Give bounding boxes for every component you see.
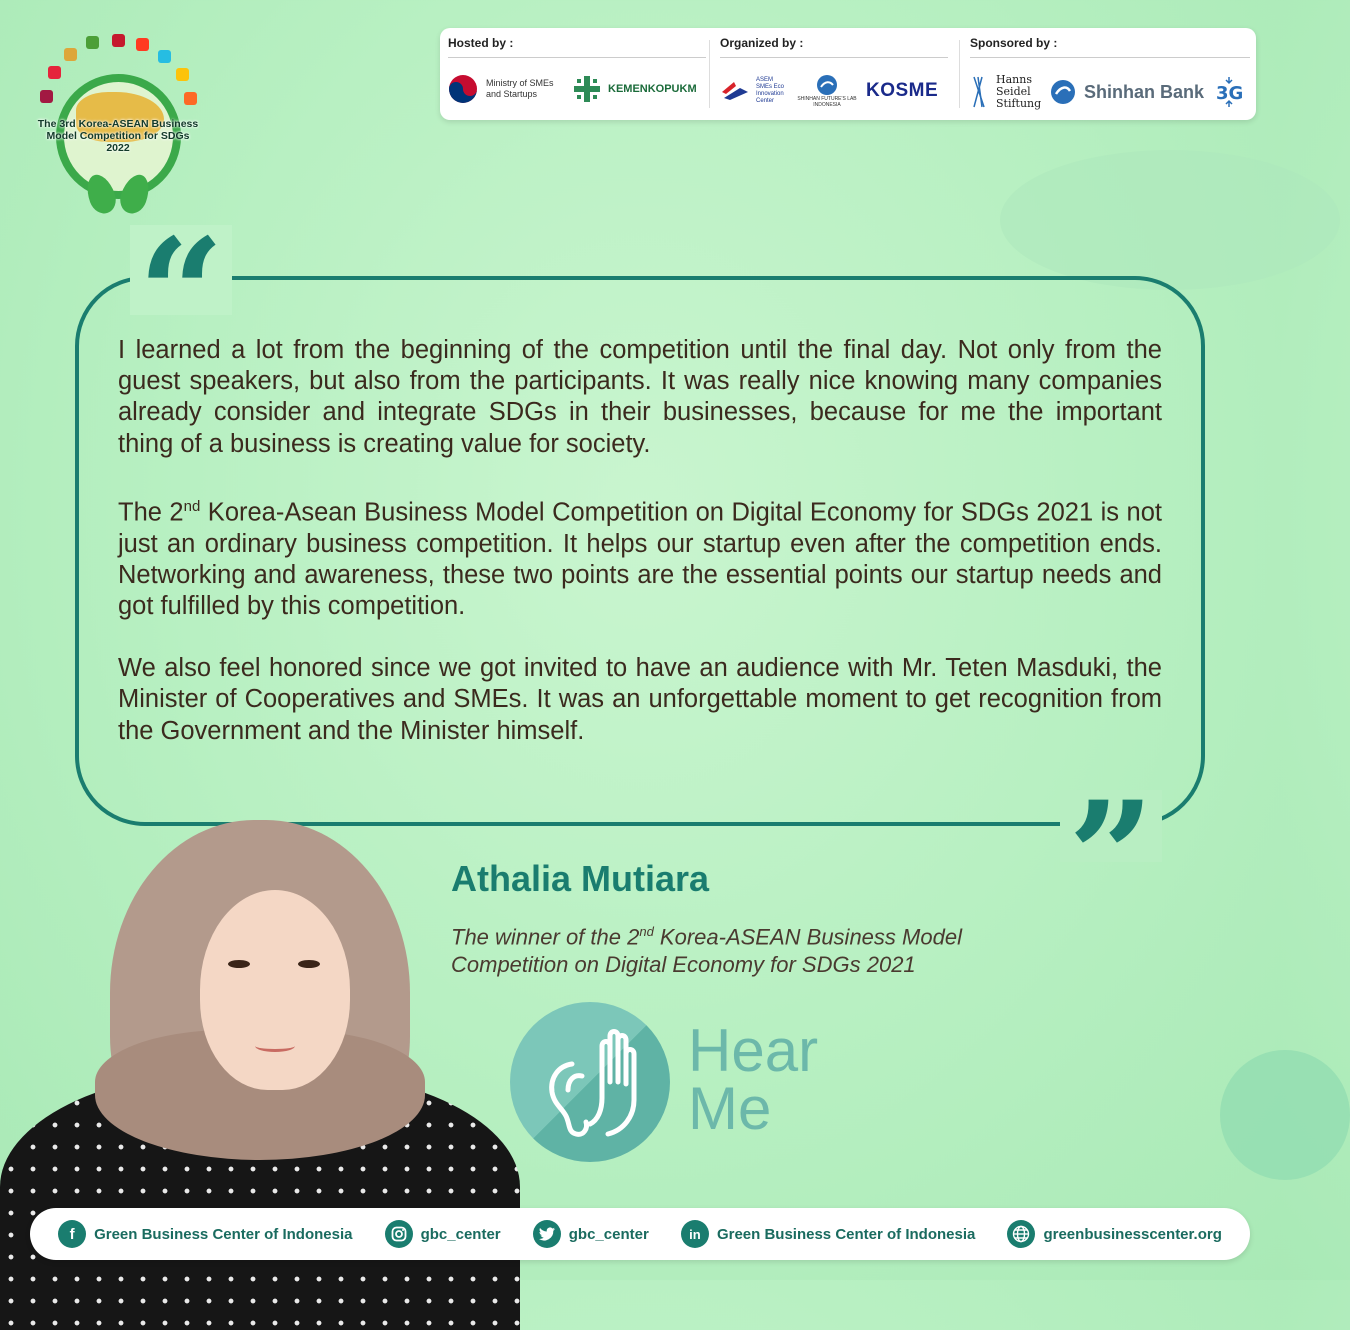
website-link[interactable]: greenbusinesscenter.org	[1007, 1220, 1221, 1248]
person-role: The winner of the 2nd Korea-ASEAN Business Model Competition on Digital Economy for SDGs 2021	[451, 924, 962, 978]
svg-text:3G: 3G	[1216, 83, 1244, 104]
globe-icon	[1007, 1220, 1035, 1248]
close-quote-icon: ”	[1060, 790, 1162, 862]
twitter-icon	[533, 1220, 561, 1248]
shinhan-swirl-icon	[816, 74, 838, 96]
shinhan-bank-icon	[1050, 79, 1076, 105]
event-title: The 3rd Korea-ASEAN Business Model Competition for SDGs 2022	[37, 118, 199, 154]
event-logo	[36, 34, 200, 214]
3g-logo-icon	[1212, 75, 1246, 109]
sdg-icon	[176, 68, 189, 81]
facebook-link[interactable]: f Green Business Center of Indonesia	[58, 1220, 352, 1248]
hss-stripes-icon	[970, 75, 988, 109]
sdg-icon	[40, 90, 53, 103]
facebook-icon: f	[58, 1220, 86, 1248]
kemenkop-icon	[574, 76, 600, 102]
organized-section	[720, 36, 948, 112]
hosted-section	[448, 36, 706, 112]
hearme-wordmark: Hear Me	[688, 1017, 819, 1142]
kosme-logo: KOSME	[866, 80, 939, 101]
kemenkop-logo: KEMENKOPUKM	[608, 83, 697, 95]
sdg-icon	[112, 34, 125, 47]
open-quote-icon: “	[130, 225, 232, 315]
sdg-icon	[184, 92, 197, 105]
hearme-logo	[510, 1002, 870, 1162]
shinhan-futures-lab-logo: SHINHAN FUTURE'S LAB INDONESIA	[794, 74, 860, 108]
sdg-icon	[158, 50, 171, 63]
hearme-circle	[510, 1002, 670, 1162]
sponsor-bar	[440, 28, 1256, 120]
sponsored-label: Sponsored by :	[970, 36, 1058, 50]
asem-icon	[720, 78, 750, 104]
sponsored-section	[970, 36, 1250, 112]
background-circle	[1220, 1050, 1350, 1180]
ministry-smes-logo: Ministry of SMEs and Startups	[486, 78, 554, 99]
hanns-seidel-logo: Hanns Seidel Stiftung	[996, 73, 1042, 110]
shinhan-bank-logo: Shinhan Bank	[1084, 81, 1205, 102]
linkedin-link[interactable]: in Green Business Center of Indonesia	[681, 1220, 975, 1248]
hosted-label: Hosted by :	[448, 36, 514, 50]
linkedin-icon: in	[681, 1220, 709, 1248]
background-blob	[1000, 150, 1340, 290]
organized-label: Organized by :	[720, 36, 804, 50]
sdg-icon	[86, 36, 99, 49]
korea-emblem-icon	[448, 74, 478, 104]
testimonial-paragraph: We also feel honored since we got invited to have an audience with Mr. Teten Masduki, the Minister of Cooperatives and SMEs. It was an unforgettable moment to get recognition from the Government and the Minister himself.	[118, 654, 1162, 745]
asem-logo: ASEM SMEs Eco Innovation Center	[756, 77, 785, 104]
ear-hand-icon	[510, 1002, 670, 1162]
sdg-icon	[48, 66, 61, 79]
testimonial-paragraph: The 2nd Korea-Asean Business Model Competition on Digital Economy for SDGs 2021 is not just an ordinary business competition. It helps our startup even after the competition ends. Networking and awareness, these two points are the essential points our startup needs and got fulfilled by this competition.	[118, 497, 1162, 620]
twitter-link[interactable]: gbc_center	[533, 1220, 649, 1248]
instagram-icon	[385, 1220, 413, 1248]
social-footer	[30, 1208, 1250, 1260]
sdg-icon	[64, 48, 77, 61]
testimonial-paragraph: I learned a lot from the beginning of the competition until the final day. Not only from the guest speakers, but also from the participants. It was really nice knowing many companies already consider and integrate SDGs in their businesses, because for me the important thing of a business is creating value for society.	[118, 336, 1162, 458]
person-name: Athalia Mutiara	[451, 858, 710, 899]
testimonial-text	[118, 335, 1162, 778]
instagram-link[interactable]: gbc_center	[385, 1220, 501, 1248]
sdg-icon	[136, 38, 149, 51]
